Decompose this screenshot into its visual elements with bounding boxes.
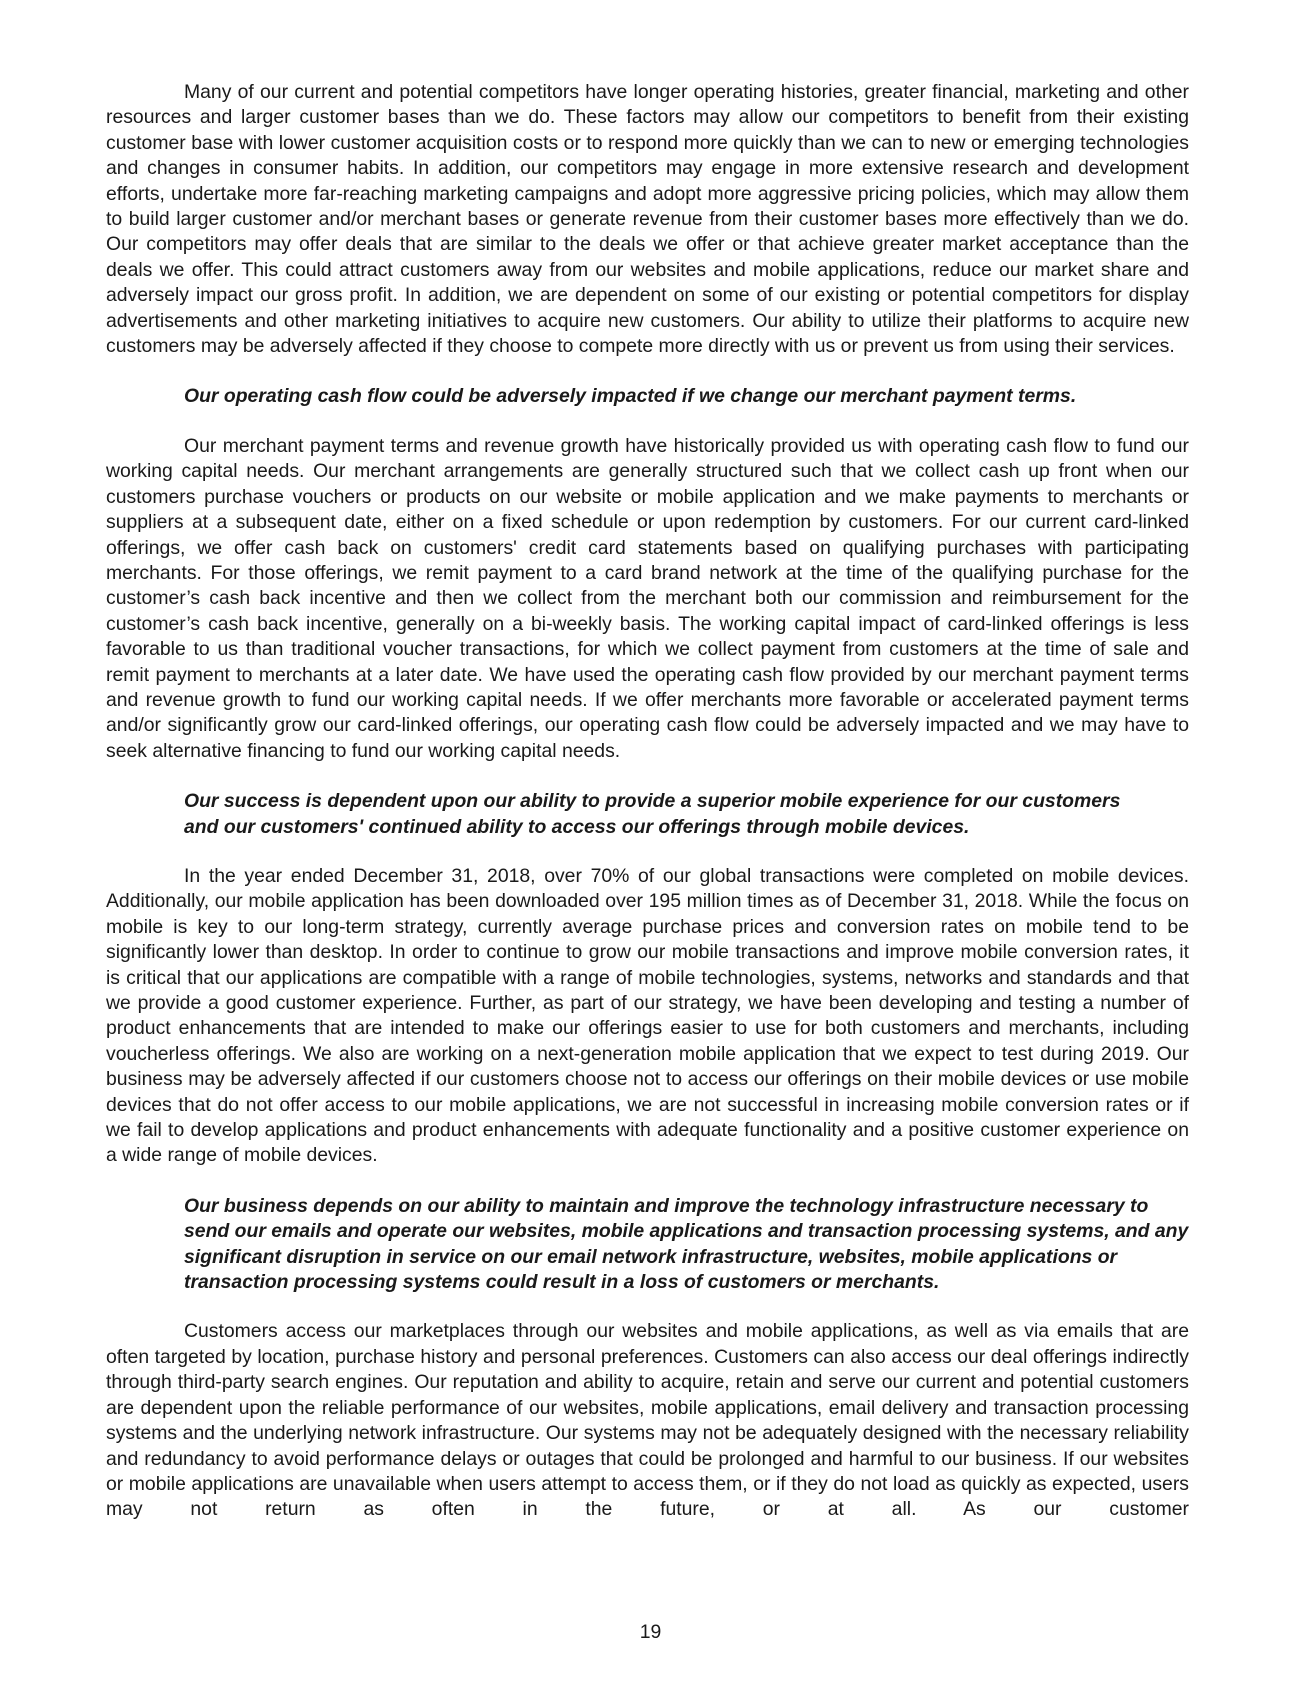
page-number: 19 — [639, 1621, 662, 1643]
spacer — [106, 410, 1189, 434]
paragraph-customer-access: Customers access our marketplaces through our websites and mobile applications, as well as via emails that are often targeted by location, purchase history and personal preferences. Customers can also access our deal offerings indirectly through third-party search engines. Our reputation and ability to acquire, retain and serve our current and potential customers are dependent upon the reliable performance of our websites, mobile applications, email delivery and transaction processing systems and the underlying network infrastructure. Our systems may not be adequately designed with the necessary reliability and redundancy to avoid performance delays or outages that could be prolonged and harmful to our business. If our websites or mobile applications are unavailable when users attempt to access them, or if they do not load as quickly as expected, users may not return as often in the future, or at all. As our customer — [106, 1320, 1189, 1521]
document-page — [106, 80, 1189, 1523]
heading-technology-infrastructure: Our business depends on our ability to maintain and improve the technology infrastructure necessary to send our emails and operate our websites, mobile applications and transaction processing systems, and any significant disruption in service on our email network infrastructure, websites, mobile applications or transaction processing systems could result in a loss of customers or merchants. — [184, 1194, 1189, 1294]
paragraph-mobile-transactions: In the year ended December 31, 2018, over 70% of our global transactions were completed on mobile devices. Additionally, our mobile application has been downloaded over 195 million times as of December 31, 2018. While the focus on mobile is key to our long-term strategy, currently average purchase prices and conversion rates on mobile tend to be significantly lower than desktop. In order to continue to grow our mobile transactions and improve mobile conversion rates, it is critical that our applications are compatible with a range of mobile technologies, systems, networks and standards and that we provide a good customer experience. Further, as part of our strategy, we have been developing and testing a number of product enhancements that are intended to make our offerings easier to use for both customers and merchants, including voucherless offerings. We also are working on a next-generation mobile application that we expect to test during 2019. Our business may be adversely affected if our customers choose not to access our offerings on their mobile devices or use mobile devices that do not offer access to our mobile applications, we are not successful in increasing mobile conversion rates or if we fail to develop applications and product enhancements with adequate functionality and a positive customer experience on a wide range of mobile devices. — [106, 864, 1189, 1167]
spacer — [106, 359, 1189, 384]
heading-mobile-experience: Our success is dependent upon our ability to provide a superior mobile experience for our customers and our customers' continued ability to access our offerings through mobile devices. — [184, 790, 1121, 838]
paragraph-competitors: Many of our current and potential competitors have longer operating histories, greater financial, marketing and other resources and larger customer bases than we do. These factors may allow our competitors to benefit from their existing customer base with lower customer acquisition costs or to respond more quickly than we can to new or emerging technologies and changes in consumer habits. In addition, our competitors may engage in more extensive research and development efforts, undertake more far-reaching marketing campaigns and adopt more aggressive pricing policies, which may allow them to build larger customer and/or merchant bases or generate revenue from their customer bases more effectively than we do. Our competitors may offer deals that are similar to the deals we offer or that achieve greater market acceptance than the deals we offer. This could attract customers away from our websites and mobile applications, reduce our market share and adversely impact our gross profit. In addition, we are dependent on some of our existing or potential competitors for display advertisements and other marketing initiatives to acquire new customers. Our ability to utilize their platforms to acquire new customers may be adversely affected if they choose to compete more directly with us or prevent us from using their services. — [106, 81, 1189, 358]
paragraph-merchant-payment-terms: Our merchant payment terms and revenue growth have historically provided us with operating cash flow to fund our working capital needs. Our merchant arrangements are generally structured such that we collect cash up front when our customers purchase vouchers or products on our website or mobile application and we make payments to merchants or suppliers at a subsequent date, either on a fixed schedule or upon redemption by customers. For our current card-linked offerings, we offer cash back on customers' credit card statements based on qualifying purchases with participating merchants. For those offerings, we remit payment to a card brand network at the time of the qualifying purchase for the customer’s cash back incentive and then we collect from the merchant both our commission and reimbursement for the customer’s cash back incentive, generally on a bi-weekly basis. The working capital impact of card-linked offerings is less favorable to us than traditional voucher transactions, for which we collect payment from customers at the time of sale and remit payment to merchants at a later date. We have used the operating cash flow provided by our merchant payment terms and revenue growth to fund our working capital needs. If we offer merchants more favorable or accelerated payment terms and/or significantly grow our card-linked offerings, our operating cash flow could be adversely impacted and we may have to seek alternative financing to fund our working capital needs. — [106, 434, 1189, 762]
spacer — [106, 764, 1189, 789]
spacer — [106, 1295, 1189, 1319]
spacer — [106, 1169, 1189, 1194]
spacer — [106, 840, 1189, 864]
heading-operating-cash-flow: Our operating cash flow could be adversely impacted if we change our merchant payment terms. — [184, 385, 1077, 408]
